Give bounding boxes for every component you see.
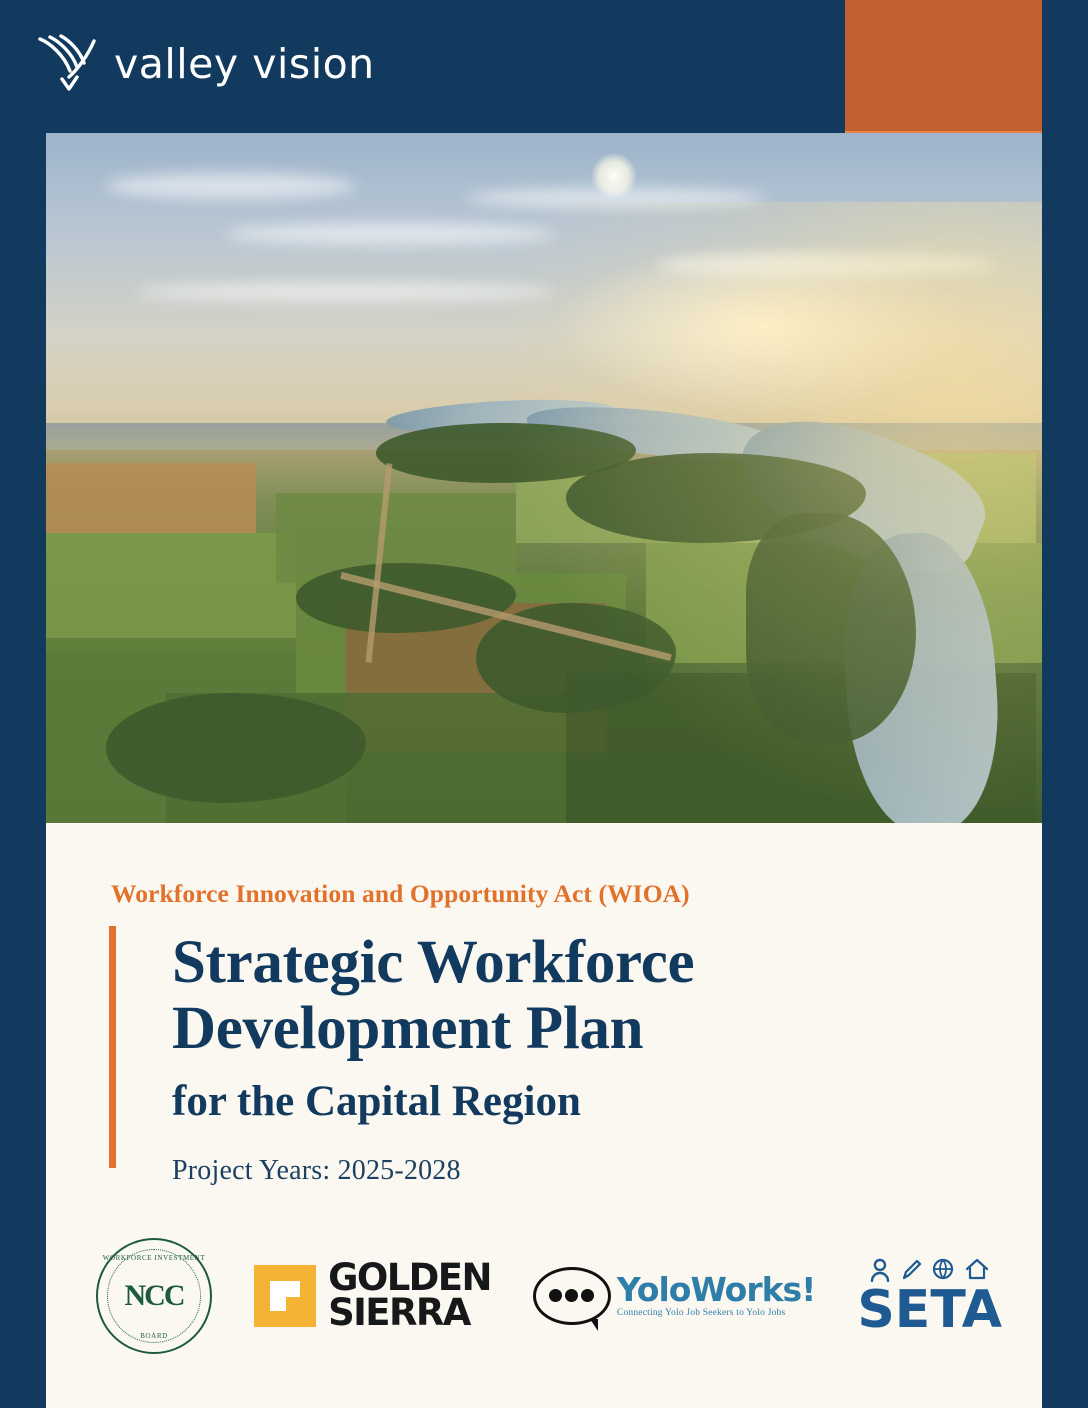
ncc-seal-icon [96, 1238, 212, 1354]
decorative-block-dark-orange [845, 0, 1042, 131]
golden-sierra-lockup [254, 1255, 491, 1334]
golden-sierra-wordmark [328, 1255, 491, 1334]
title-accent-bar [109, 926, 116, 1168]
golden-sierra-line-1: GOLDEN [328, 1255, 491, 1299]
yoloworks-wordmark: YoloWorks! [616, 1270, 816, 1309]
hero-field [46, 463, 256, 533]
yoloworks-lockup [533, 1267, 815, 1325]
cover-eyebrow: Workforce Innovation and Opportunity Act (WIOA) [111, 879, 690, 908]
person-dot [581, 1289, 594, 1302]
hero-cloud [136, 283, 556, 301]
hero-cloud [656, 253, 996, 277]
globe-icon [931, 1256, 955, 1282]
cover-title-line-2: Development Plan [172, 995, 644, 1063]
yoloworks-text [616, 1270, 816, 1318]
person-dot [565, 1289, 578, 1302]
golden-sierra-mark-inner [270, 1281, 300, 1311]
person-icon [869, 1256, 891, 1282]
seal-bottom-text: BOARD [140, 1331, 168, 1340]
partner-logo-seta [857, 1236, 1002, 1356]
cover-title-line-1: Strategic Workforce [172, 929, 695, 996]
partner-logo-golden-sierra [254, 1236, 491, 1356]
house-icon [964, 1256, 990, 1282]
cover-hero-image [46, 133, 1042, 823]
seal-inner-ring [107, 1249, 201, 1343]
cover-subtitle: for the Capital Region [172, 1078, 581, 1126]
seta-wordmark: SETA [857, 1279, 1002, 1340]
golden-sierra-mark-icon [254, 1265, 316, 1327]
pencil-icon [900, 1256, 922, 1282]
speech-bubble-people-icon [533, 1267, 611, 1325]
cover-project-years: Project Years: 2025-2028 [172, 1155, 461, 1187]
seal-initials: NCC [124, 1278, 184, 1312]
hero-cloud [106, 173, 356, 199]
hero-cloud [466, 188, 766, 208]
valley-vision-wordmark: valley vision [114, 40, 375, 88]
valley-vision-logo [36, 28, 375, 100]
yoloworks-tagline: Connecting Yolo Job Seekers to Yolo Jobs [616, 1308, 786, 1318]
hero-cloud [226, 223, 556, 245]
partner-logo-ncc [96, 1236, 212, 1356]
cover-title-block [172, 921, 992, 1187]
hero-field [46, 533, 296, 653]
seal-top-text: WORKFORCE INVESTMENT [102, 1253, 206, 1262]
partner-logos-row [96, 1233, 1002, 1358]
person-dot [549, 1289, 562, 1302]
cover-title-panel [46, 823, 1042, 1408]
golden-sierra-line-2: SIERRA [328, 1290, 470, 1334]
seta-icon-row [869, 1256, 990, 1282]
valley-vision-mark-icon [36, 33, 108, 95]
partner-logo-yoloworks [533, 1236, 815, 1356]
seta-lockup [857, 1256, 1002, 1340]
